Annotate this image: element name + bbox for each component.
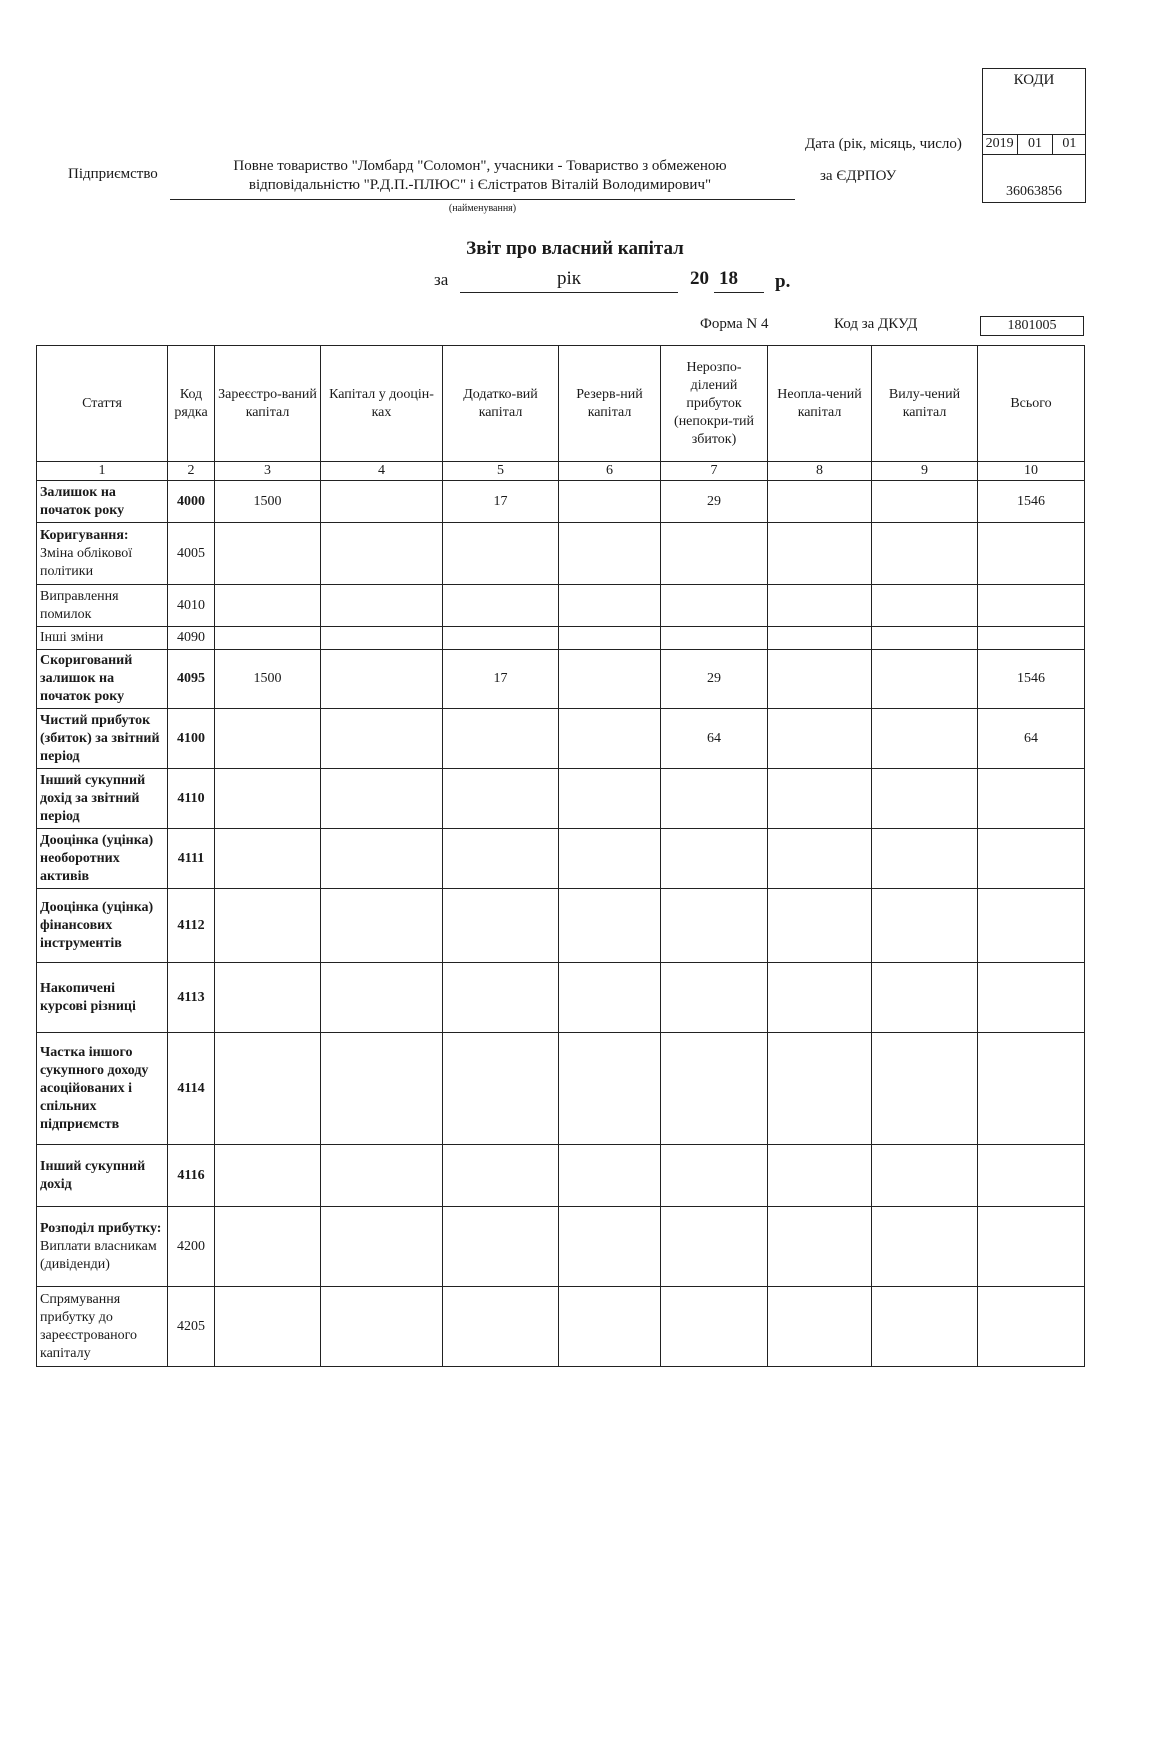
- row-value: [443, 963, 559, 1033]
- row-label: [37, 481, 168, 523]
- enterprise-name: [170, 157, 790, 195]
- row-value: [443, 1207, 559, 1287]
- row-label-text: Дооцінка (уцінка) фінансових інструментів: [40, 899, 154, 951]
- row-label-text: Виправлення помилок: [40, 588, 119, 622]
- row-value: [559, 963, 661, 1033]
- row-value: [443, 585, 559, 627]
- col-num: 1: [37, 462, 168, 481]
- row-value: [321, 889, 443, 963]
- row-value: [661, 889, 768, 963]
- col-num: 5: [443, 462, 559, 481]
- row-code: 4200: [168, 1207, 215, 1287]
- row-value: [978, 1287, 1085, 1367]
- row-value: 1546: [978, 481, 1085, 523]
- row-code: 4111: [168, 829, 215, 889]
- enterprise-name-line1: Повне товариство "Ломбард "Соломон", учасники - Товариство з обмеженою: [233, 158, 727, 174]
- row-label-text: Інший сукупний дохід: [40, 1158, 146, 1192]
- row-label-text: Накопичені курсові різниці: [40, 980, 136, 1014]
- row-value: [768, 709, 872, 769]
- row-code: 4110: [168, 769, 215, 829]
- row-label: [37, 585, 168, 627]
- table-row: [37, 523, 1085, 585]
- row-label: [37, 650, 168, 709]
- header-total: Всього: [978, 346, 1085, 462]
- row-value: [768, 1033, 872, 1145]
- row-value: [559, 889, 661, 963]
- row-value: [559, 709, 661, 769]
- row-value: [321, 1287, 443, 1367]
- equity-table: [36, 345, 1085, 1367]
- row-value: [215, 1033, 321, 1145]
- row-label: [37, 1287, 168, 1367]
- row-value: [872, 585, 978, 627]
- form-number: Форма N 4: [700, 316, 769, 332]
- row-value: [559, 1207, 661, 1287]
- row-value: [215, 1287, 321, 1367]
- row-label-text: Чистий прибуток (збиток) за звітний період: [40, 712, 160, 764]
- row-value: [321, 523, 443, 585]
- row-value: [768, 1145, 872, 1207]
- header-withdrawn: Вилу-чений капітал: [872, 346, 978, 462]
- row-value: [768, 963, 872, 1033]
- row-value: [321, 829, 443, 889]
- col-num: 7: [661, 462, 768, 481]
- edrpou-label: за ЄДРПОУ: [820, 168, 897, 184]
- row-value: 64: [661, 709, 768, 769]
- row-value: [443, 829, 559, 889]
- row-value: [661, 769, 768, 829]
- edrpou-code: 36063856: [1006, 184, 1062, 199]
- row-value: [768, 627, 872, 650]
- row-label-text: Частка іншого сукупного доходу асоційованих і спільних підприємств: [40, 1044, 149, 1132]
- dkud-code: 1801005: [980, 316, 1084, 336]
- header-registered: Зареєстро-ваний капітал: [215, 346, 321, 462]
- row-label-text: Спрямування прибутку до зареєстрованого капіталу: [40, 1291, 137, 1361]
- row-label: [37, 769, 168, 829]
- period-underline: [460, 292, 678, 293]
- row-value: [559, 585, 661, 627]
- date-code-row: [982, 134, 1086, 155]
- row-label: [37, 709, 168, 769]
- row-code: 4010: [168, 585, 215, 627]
- row-value: [768, 769, 872, 829]
- row-value: [978, 829, 1085, 889]
- row-label-text: Залишок на початок року: [40, 484, 125, 518]
- row-value: 29: [661, 481, 768, 523]
- row-value: [872, 769, 978, 829]
- header-revaluation: Капітал у дооцін-ках: [321, 346, 443, 462]
- row-code: 4113: [168, 963, 215, 1033]
- row-value: [768, 829, 872, 889]
- dkud-label: Код за ДКУД: [834, 316, 918, 332]
- row-value: [215, 1145, 321, 1207]
- col-num: 9: [872, 462, 978, 481]
- row-value: [872, 709, 978, 769]
- row-value: 29: [661, 650, 768, 709]
- report-title: Звіт про власний капітал: [466, 238, 684, 259]
- row-value: [321, 585, 443, 627]
- row-value: [559, 1145, 661, 1207]
- header-article: Стаття: [37, 346, 168, 462]
- row-value: [768, 1287, 872, 1367]
- row-value: 17: [443, 481, 559, 523]
- row-value: [768, 481, 872, 523]
- row-value: [872, 1207, 978, 1287]
- row-value: [321, 627, 443, 650]
- row-code: 4112: [168, 889, 215, 963]
- col-num: 4: [321, 462, 443, 481]
- row-label-text: Інші зміни: [40, 630, 104, 645]
- enterprise-label: Підприємство: [68, 166, 158, 182]
- row-value: [661, 1033, 768, 1145]
- report-period: рік: [556, 268, 581, 289]
- row-value: [559, 523, 661, 585]
- row-value: [215, 523, 321, 585]
- date-day: 01: [1062, 136, 1077, 151]
- row-value: [768, 889, 872, 963]
- row-section-label: Розподіл прибутку:: [40, 1220, 162, 1236]
- row-value: [321, 963, 443, 1033]
- table-row: [37, 585, 1085, 627]
- table-row: [37, 1207, 1085, 1287]
- row-value: [215, 627, 321, 650]
- row-value: [768, 1207, 872, 1287]
- row-value: [872, 1145, 978, 1207]
- row-value: [559, 481, 661, 523]
- row-value: [559, 1033, 661, 1145]
- row-value: [872, 1033, 978, 1145]
- row-code: 4116: [168, 1145, 215, 1207]
- row-value: [978, 889, 1085, 963]
- row-value: [559, 1287, 661, 1367]
- header-row: [37, 346, 1085, 462]
- year-underline: [714, 292, 764, 293]
- row-label-text: Зміна облікової політики: [40, 545, 133, 579]
- row-value: [215, 889, 321, 963]
- row-value: [215, 963, 321, 1033]
- row-value: [661, 1287, 768, 1367]
- period-prefix: за: [434, 270, 449, 289]
- row-value: [978, 627, 1085, 650]
- table-row: [37, 709, 1085, 769]
- row-value: [978, 1207, 1085, 1287]
- row-value: [321, 1033, 443, 1145]
- row-value: 1500: [215, 481, 321, 523]
- row-value: 1500: [215, 650, 321, 709]
- date-month: 01: [1018, 135, 1052, 154]
- row-value: [768, 585, 872, 627]
- codes-title: КОДИ: [1013, 72, 1055, 88]
- row-code: 4005: [168, 523, 215, 585]
- row-label: [37, 963, 168, 1033]
- table-row: [37, 769, 1085, 829]
- row-value: [661, 1145, 768, 1207]
- row-value: [215, 585, 321, 627]
- row-label: [37, 1145, 168, 1207]
- row-label-text: Інший сукупний дохід за звітний період: [40, 772, 146, 824]
- row-value: [443, 523, 559, 585]
- row-value: [321, 769, 443, 829]
- row-value: [443, 1145, 559, 1207]
- enterprise-caption: (найменування): [448, 203, 517, 214]
- row-value: [661, 585, 768, 627]
- row-value: [978, 1033, 1085, 1145]
- table-row: [37, 963, 1085, 1033]
- row-value: [872, 481, 978, 523]
- table-row: [37, 889, 1085, 963]
- row-value: [321, 1145, 443, 1207]
- date-year: 2019: [982, 135, 1018, 154]
- row-value: [872, 627, 978, 650]
- row-value: [443, 1033, 559, 1145]
- row-code: 4000: [168, 481, 215, 523]
- row-value: [321, 650, 443, 709]
- row-value: 1546: [978, 650, 1085, 709]
- year-r: р.: [775, 271, 791, 292]
- row-value: [768, 650, 872, 709]
- row-value: [215, 709, 321, 769]
- row-value: [768, 523, 872, 585]
- row-value: [978, 769, 1085, 829]
- row-label-text: Виплати власникам (дивіденди): [40, 1238, 157, 1272]
- row-value: [978, 523, 1085, 585]
- table-row: [37, 829, 1085, 889]
- col-num: 10: [978, 462, 1085, 481]
- row-value: [978, 1145, 1085, 1207]
- row-value: [661, 627, 768, 650]
- row-label: [37, 523, 168, 585]
- row-value: [559, 769, 661, 829]
- row-value: [321, 709, 443, 769]
- row-value: [443, 627, 559, 650]
- row-section-label: Коригування:: [40, 527, 129, 543]
- row-value: [215, 829, 321, 889]
- row-label-text: Дооцінка (уцінка) необоротних активів: [40, 832, 154, 884]
- year-suffix: 18: [719, 268, 738, 289]
- row-value: [443, 1287, 559, 1367]
- row-value: [559, 829, 661, 889]
- header-reserve: Резерв-ний капітал: [559, 346, 661, 462]
- header-unpaid: Неопла-чений капітал: [768, 346, 872, 462]
- table-row: [37, 650, 1085, 709]
- row-value: [661, 523, 768, 585]
- row-value: [215, 1207, 321, 1287]
- row-value: [559, 650, 661, 709]
- row-value: [872, 1287, 978, 1367]
- header-code: Код рядка: [168, 346, 215, 462]
- header-retained: Нерозпо-ділений прибуток (непокри-тий збиток): [661, 346, 768, 462]
- row-value: [321, 1207, 443, 1287]
- table-row: [37, 627, 1085, 650]
- row-label-text: Скоригований залишок на початок року: [40, 653, 133, 704]
- row-label: [37, 889, 168, 963]
- enterprise-name-line2: відповідальністю "Р.Д.П.-ПЛЮС" і Єлістратов Віталій Володимирович": [248, 177, 712, 193]
- table-row: [37, 1287, 1085, 1367]
- row-value: 17: [443, 650, 559, 709]
- table-row: [37, 1145, 1085, 1207]
- row-value: [443, 769, 559, 829]
- row-value: [872, 889, 978, 963]
- row-value: [872, 829, 978, 889]
- row-value: [978, 585, 1085, 627]
- row-value: [443, 889, 559, 963]
- row-code: 4090: [168, 627, 215, 650]
- row-value: [872, 523, 978, 585]
- col-num: 2: [168, 462, 215, 481]
- row-code: 4095: [168, 650, 215, 709]
- row-label: [37, 829, 168, 889]
- column-numbers-row: [37, 462, 1085, 481]
- year-prefix: 20: [690, 268, 709, 289]
- row-value: [872, 963, 978, 1033]
- table-row: [37, 481, 1085, 523]
- row-value: [321, 481, 443, 523]
- row-code: 4100: [168, 709, 215, 769]
- table-row: [37, 1033, 1085, 1145]
- row-code: 4205: [168, 1287, 215, 1367]
- date-label: Дата (рік, місяць, число): [805, 136, 962, 152]
- row-value: [661, 963, 768, 1033]
- header-additional: Додатко-вий капітал: [443, 346, 559, 462]
- row-value: [872, 650, 978, 709]
- col-num: 6: [559, 462, 661, 481]
- row-label: [37, 1033, 168, 1145]
- row-label: [37, 627, 168, 650]
- row-value: [978, 963, 1085, 1033]
- enterprise-underline: [170, 199, 795, 200]
- row-value: 64: [978, 709, 1085, 769]
- row-value: [559, 627, 661, 650]
- row-value: [215, 769, 321, 829]
- col-num: 8: [768, 462, 872, 481]
- row-value: [443, 709, 559, 769]
- col-num: 3: [215, 462, 321, 481]
- row-value: [661, 829, 768, 889]
- row-value: [661, 1207, 768, 1287]
- row-label: [37, 1207, 168, 1287]
- row-code: 4114: [168, 1033, 215, 1145]
